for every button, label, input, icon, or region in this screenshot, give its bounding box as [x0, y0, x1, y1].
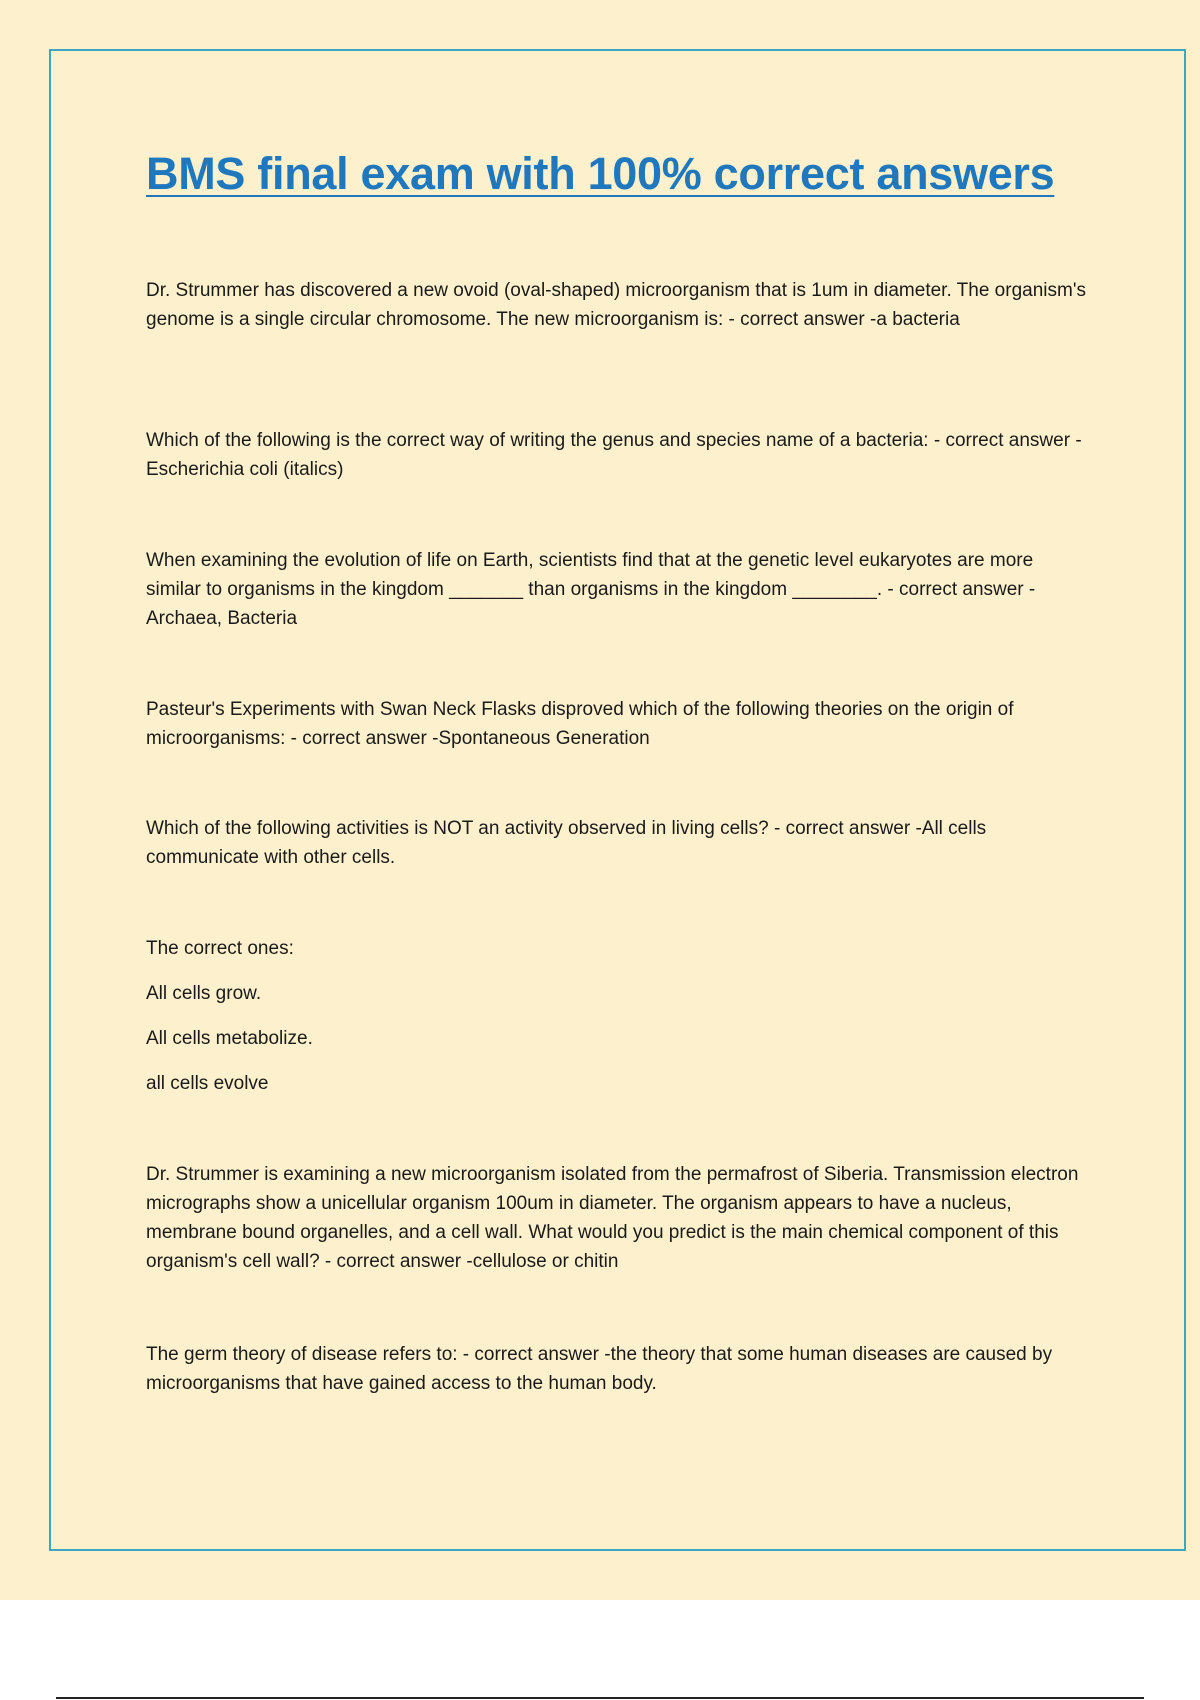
- correct-ones-heading: The correct ones:: [146, 938, 294, 959]
- document-title: BMS final exam with 100% correct answers: [146, 148, 1055, 199]
- footer-divider: [56, 1697, 1144, 1699]
- correct-one-item: all cells evolve: [146, 1073, 269, 1094]
- question-3: When examining the evolution of life on Earth, scientists find that at the genetic level eukaryotes are more similar to organisms in the kingdom _______ than organisms in the kingdom ________. - correct answer -Archaea, Bacteria: [146, 550, 1036, 629]
- question-6: Dr. Strummer is examining a new microorganism isolated from the permafrost of Siberia. Transmission electron micrographs show a unicellular organism 100um in diameter. The organism appears to have a nucleus, membrane bound organelles, and a cell wall. What would you predict is the main chemical component of this organism's cell wall? - correct answer -cellulose or chitin: [146, 1164, 1079, 1272]
- page-border: [49, 49, 1186, 1551]
- question-5: Which of the following activities is NOT an activity observed in living cells? - correct answer -All cells communicate with other cells.: [146, 818, 987, 868]
- question-7: The germ theory of disease refers to: - correct answer -the theory that some human diseases are caused by microorganisms that have gained access to the human body.: [146, 1344, 1053, 1394]
- question-2: Which of the following is the correct way of writing the genus and species name of a bacteria: - correct answer -Escherichia coli (italics): [146, 430, 1082, 480]
- correct-one-item: All cells grow.: [146, 983, 262, 1004]
- correct-one-item: All cells metabolize.: [146, 1028, 313, 1049]
- question-1: Dr. Strummer has discovered a new ovoid (oval-shaped) microorganism that is 1um in diameter. The organism's genome is a single circular chromosome. The new microorganism is: - correct answer -a bacteria: [146, 280, 1086, 330]
- question-4: Pasteur's Experiments with Swan Neck Flasks disproved which of the following theories on the origin of microorganisms: - correct answer -Spontaneous Generation: [146, 699, 1014, 749]
